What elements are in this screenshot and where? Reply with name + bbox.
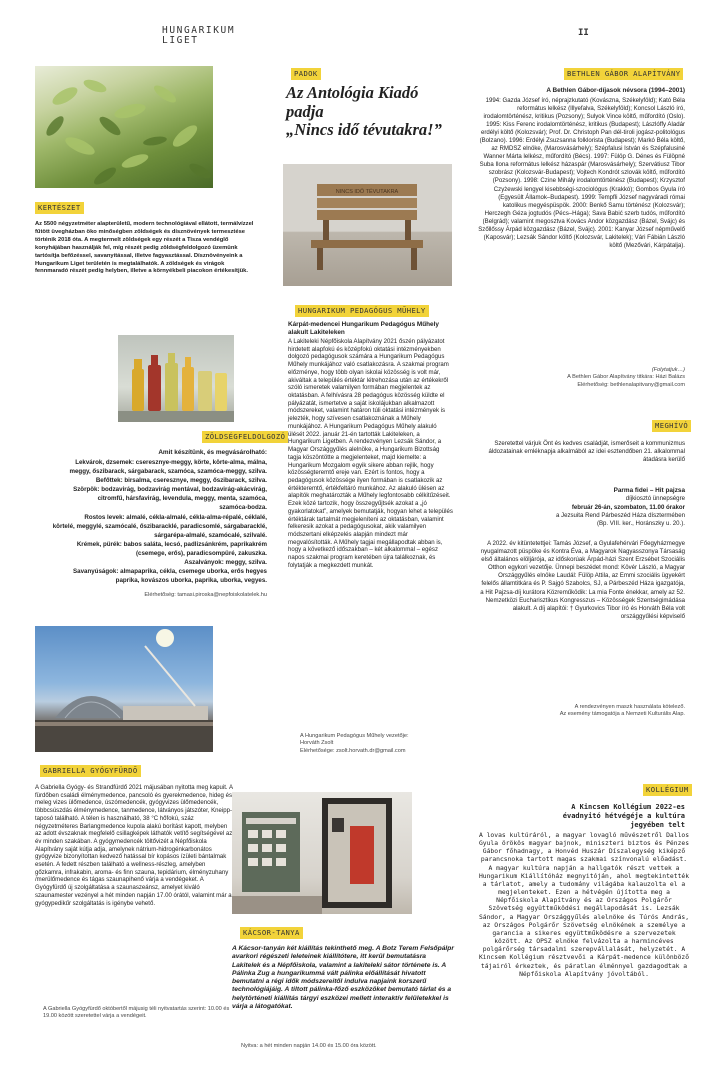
furdo-body: A Gabriella Gyógy- és Strandfürdő 2021 májusában nyitotta meg kapuit. A fürdőben családi élménymedence, pancsoló és gyerekmedence, hideg és meleg vizes ülőmedence, úszómedencék, gyógyvizes ülőmedencék, többcsúszdás élménymedence, tanmedence, látványos játszóter, Kneipp-taposó található. A télen is használható, 38 °C hőfokú, száz négyzetméteres Barlangmedence kupola alakú borítást kapott, melyben az adott évszaknak megfelelő csillagképek láthatók vetítő segítségével az év minden szakában. A gyógymedencék töltővizét a Népfőiskola Alapítvány saját kútja adja, amelynek nátrium-hidrogénkarbonátos gyógyvize bizonyítottan kedvező hatással bír kopásos ízületi bántalmak esetén. A fedett részben található a wellness-részleg, amelyben gőzkamra, infrakabin, aroma- és finn szauna, tepidárium, élményzuhany /merülőmedence és tágas szaunapihenő várja a vendégeket. A Gyógyfürdő új szolgáltatása a szaunaszeánsz, amelyet kiváló szaunamester vezényel a hét minden napján 17.00 órától, valamint már a gyógypedikűr szolgáltatás is igénybe vehető. [35,785,233,907]
kollegium-heading: A Kincsem Kollégium 2022-es évadnyitó hétvégéje a kultúra jegyében telt [562,803,685,829]
zoldseg-product-list [20,458,267,585]
label-padok: PADOK [291,68,321,80]
meghivo-sponsor-note: Az esemény támogatója a Nemzeti Kulturális Alap. [559,711,685,718]
zoldseg-line: paprika, kovászos uborka, paprika, uborka, vegyes. [115,577,267,585]
meghivo-address: (Bp. VIII. ker., Horánszky u. 20.). [596,520,685,528]
zoldseg-intro: Amit készítünk, és megvásárolható: [158,449,267,456]
bethlen-contact: Elérhetőség: bethlenalapitvany@gmail.com [577,381,685,388]
brand-line-2: LIGET [162,35,199,46]
meghivo-honorees: A 2022. év kitüntetettjei: Tamás József, a Gyulafehérvári Főegyházmegye nyugalmazott püspöke és Kontra Éva, a Magyarok Nagyasszonya Társaság első általános elöljárója, az időskorúak Árpád-házi Szent Erzsébet Szociális Otthon egykori vezetője. Ünnepi beszédet mond: Kövér László, a Magyar Országgyűlés elnöke Laudál: Fülöp Attila, az Emmi szociális ügyekért felelős államtitkára és P. Sajgó Szabolcs, SJ, a Párbeszéd Háza igazgatója, a Hit Pajzsa-díj kurátora Közreműködik: La mia Fonte énekkar, amely az 52. Nemzetközi Eucharisztikus Kongresszus – Közösségek Szentségimádása alakult. A díj alapítói: † Gyurkovics Tibor író és Horváth Béla volt országgyűlési képviselő [480,540,685,620]
kacsor-body: A Kácsor-tanyán két kiállítás tekinthető meg. A Botz Terem Felsőpálpr avarkori régészeti leleteinek kiállítótere, itt kerül bemutatásra Lakitelek és a Népfőiskola, valamint a lakiteleki sátor története is. A Pálinka Zug a hungarikummá vált pálinka előállítását hivatott bemutatni a régi idők módszereitől indulva napjaink korszerű technológiájáig. A tiltott pálinka-főző eszközöket bemutató tárlat és a helytörténeti kiállítás tárgyi eszközei mellett interaktív felületekkel is várja a látogatókat. [232,945,454,1011]
muhely-sign-name: Horváth Zsolt [300,740,334,747]
zoldseg-line: Rostos levek: almalé, cékla-almalé, cékla-alma-répalé, céklalé, [84,513,267,521]
zoldseg-line: Befőttek: birsalma, cseresznye, meggy, őszibarack, szilva. [95,477,267,485]
meghivo-notes [480,704,685,719]
label-kerteszet: KERTÉSZET [35,202,84,214]
kerteszet-body: Az 5500 négyzetméter alapterületű, modern technológiával ellátott, termálvízzel fűtött üvegházban öko minőségben zöldségek és dísznövények termesztése történik 2018 óta. A megtermelt zöldségek egy részét a Tisza vendéglő konyhájában használják fel, míg részét pedig zöldségfeldolgozó üzemünk tartósítja befőzéssel, savanyítással, illetve fagyasztással. Dísznövényeink a Hungarikum Liget területén is megtalálhatók. A zöldségek és virágok fennmaradó részét pedig helyben, illetve a környékbeli piacokon értékesítjük. [35,221,254,275]
zoldseg-contact: Elérhetőség: tamasi.piroska@nepfoiskolatelek.hu [144,592,267,598]
label-meghivo: MEGHÍVÓ [652,420,691,432]
bench-photo [283,164,452,286]
meghivo-intro: Szeretettel várjuk Önt és kedves családját, ismerőseit a kommunizmus áldozatainak emléknapja alkalmából az idei esztendőben 21. alkalommal átadásra kerülő [488,440,685,464]
furdo-note: A Gabriella Gyógyfürdő októbertől májusig téli nyitvatartás szerint: 10.00 és 19.00 között szeretettel várja a vendégeit. [43,1006,230,1020]
meghivo-venue: a Jezsuita Rend Párbeszéd Háza dísztermében [555,511,685,519]
greenhouse-leaves-photo [35,66,213,188]
page-number: II [578,28,589,38]
preserves-jars-photo [118,335,234,422]
meghivo-title: Parma fidei – Hit pajzsa [613,487,685,494]
muhely-body: A Lakiteleki Népfőiskola Alapítvány 2021 őszén pályázatot hirdetett alapfokú és középfokú oktatási intézményekben dolgozó pedagógusok számára a Hungarikum Pedagógus Műhely munkájához való csatlakozásra. A szakmai program előzménye, hogy több olyan iskolai közösség is volt már, akiváltak a település értéktár létrehozása után az értékekről szóló ismeretek valamilyen formában megjelentek az oktatásban. A felhívásra 28 pedagógus közösség küldte el pályázatát, ismertetve a saját iskolájukban alkalmazott módszereket, valamint határon túli oktatási intézmények is jelezték, hogy szívesen csatlakoznának a Műhely munkájához. A Hungarikum Pedagógus Műhely alakuló ülését 2022. január 21-én tartották Lakiteleken, a Hungarikum Ligetben. A rendezvényen Lezsák Sándor, a Magyar Országgyűlés alelnöke, a Hungarikum Bizottság tagja köszöntötte a megjelenteket, majd kiemelte: a Hungarikum Mozgalom egyik sikere abban rejlik, hogy közösségteremtő ereje van. Ezért is fontos, hogy a pedagógusok közössége ilyen formában is csatlakozik az értékteremtő, értékfeltáró munkához. Az alakuló ülésen az alapítók meghatározták a Műhely legfontosabb célkitűzéseit. Ezek közé tartozik, hogy összegyűjtsék azokat a „jó gyakorlatokat”, amelyek bemutatják, hogyan lehet a település értéktárak tartalmát megjeleníteni az oktatásban, valamint felkeresik azokat a pedagógusokat, akik valamilyen módszertani elképzelés alapján mindezt már megvalósították. A Műhely tagjai megállapodtak abban is, hogy a következő időszakban – két alkalommal – egész napos szakmai program keretében újra találkoznak, és folytatják a megkezdett munkát. [288,338,453,569]
label-gabriella-gyogyfurdo: GABRIELLA GYÓGYFÜRDŐ [40,765,141,777]
zoldseg-line: meggy, őszibarack, sárgabarack, szamóca, szamóca-meggy, szilva. [69,468,267,476]
bethlen-continued: (Folytatjuk…) [651,367,685,373]
zoldseg-line: Aszalványok: meggy, szilva. [184,559,267,567]
meghivo-event-type: díjkiosztó ünnepségre [625,495,685,503]
bethlen-body: 1994: Gazda József író, néprajzkutató (Kovászna, Székelyföld); Kató Béla református lelkész (Illyefalva, Székelyföld); Koncsol László író, irodalomtörténész, kritikus (Pozsony); Sulyok Vince költő, műfordító (Oslo). 1995: Kiss Ferenc irodalomtörténész, kritikus (Budapest); Lászlóffy Aladár erdélyi költő (Kolozsvár); Prof. Dr. Christoph Pan dél-tiroli jogász-politológus (Bolzano). 1996: Erdélyi Zsuzsanna folklorista (Budapest); Markó Béla költő, az RMDSZ elnöke, (Marosvásárhely); Szépfalusi István és Szépfalusiné Wanner Márta lelkész, műfordító (Bécs). 1997: Fülöp G. Dénes és Fülöpné Suba Ilona református lelkész házaspár (Marosvásárhely); Szervátiusz Tibor szobrász (Kolozsvár-Budapest); Vojtech Kondrót szlovák költő, műfordító (Pozsony). 1998: Czine Mihály irodalomtörténész (Budapest); Krzysztof Czyżewski lengyel kisebbségi-szociológus (Krakkó); Gombos Gyula író (Egyesült Államok–Budapest). 1999: Tempfli József nagyváradi római katolikus megyéspüspök. 2000: Benkő Samu történész (Kolozsvár); Herczegh Géza jogtudós (Pécs–Hága); Sava Babić szerb tudós, műfordító (Belgrád); valamint megosztva Kovács Andor közgazdász (Bázel, Svájc) és Szőllőssy Árpád közgazdász (Bázel, Svájc). 2001: Kanyar József népművelő (Kaposvár); Lezsák Sándor költő (Kolozsvár, Lakitelek); Vári Fábián László költő (Mezővári, Kárpátalja). [478,97,685,249]
meghivo-mask-note: A rendezvényen maszk használata kötelező. [574,704,685,710]
muhely-headline: Kárpát-medencei Hungarikum Pedagógus Műhely alakult Lakiteleken [288,321,439,337]
zoldseg-line: sárgarépa-almalé, szamócalé, szilvalé. [154,531,267,539]
zoldseg-line: citromfű, hársfavirág, levendula, meggy, menta, szamóca, [97,495,267,503]
zoldseg-line: Szörpök: bodzavirág, bodzavirág mentával, bodzavirág-akácvirág, [73,486,267,494]
zoldseg-line: Savanyúságok: almapaprika, cékla, csemege uborka, erős hegyes [73,568,267,576]
padok-title [286,84,486,140]
label-kollegium: KOLLÉGIUM [643,784,692,796]
brand-logo [162,26,235,46]
muhely-sign-role: A Hungarikum Pedagógus Műhely vezetője: [300,733,409,739]
label-kacsor-tanya: KÁCSOR-TANYA [240,927,303,939]
meghivo-date: február 26-án, szombaton, 11.00 órakor [571,503,685,511]
padok-title-line-1: Az Antológia Kiadó [286,83,419,102]
zoldseg-line: Krémek, pürék: babos saláta, lecsó, padlizsánkrém, paprikakrém [76,540,267,548]
muhely-signature [300,733,460,755]
brand-line-1: HUNGARIKUM [162,25,236,36]
muhely-contact: Elérhetősége: zsolt.horvath.dr@gmail.com [300,747,406,754]
bethlen-heading: A Bethlen Gábor-díjasok névsora (1994–2001) [546,87,685,94]
label-hungarikum-pedagogus-muhely: HUNGARIKUM PEDAGÓGUS MŰHELY [295,305,429,317]
zoldseg-line: szamóca-bodza. [219,504,267,512]
padok-title-line-3: „Nincs idő tévutakra!” [286,120,442,139]
padok-title-line-2: padja [286,101,324,121]
kollegium-body: A lovas kultúráról, a magyar lovagló művészetről Dallos Gyula örökös magyar bajnok, miniszteri biztos és Pénzes Gábor főhadnagy, a Honvéd Huszár Díszalegység kiképző parancsnoka tartott magas szakmai színvonalú előadást. A magyar kultúra napján a hallgatók részt vettek a Hungarikum Kiállítóház megnyitóján, ahol megtekintették a tárlatot, amely a tudomány világába kalauzolta el a megjelenteket. Ezen a hétvégén újította meg a Népfőiskola Alapítvány és az Országos Polgárőr Szövetség együttműködési megállapodását is. Lezsák Sándor, a Magyar Országgyűlés alelnöke és Túrós András, az Országos Polgárőr Szövetség elnökének a személye a garancia a sikeres együttműködésre a szervezetek között. Az OPSZ elnöke felvázolta a harmincéves polgárőrség társadalmi szerepvállalását, helyzetét. A Kincsem Kollégium résztvevői a Kárpát-medence különböző tájairól érkeztek, és páratlan élménnyel gazdagodtak a Népfőiskola Alapítvány jóvoltából. [478,832,690,978]
spa-building-photo [35,626,213,752]
label-bethlen-gabor-alapitvany: BETHLEN GÁBOR ALAPÍTVÁNY [564,68,683,80]
bethlen-footer [480,367,685,389]
zoldseg-line: körtelé, meggylé, szamócalé, őszibaracklé, paradicsomlé, sárgabaracklé, [52,522,267,530]
zoldseg-line: (csemege, erős), paradicsompüré, zakuszka. [135,549,267,557]
bench-engraving: NINCS IDŐ TÉVUTAKRA [335,189,399,195]
exhibition-room-photo [232,792,412,914]
meghivo-event [484,487,685,528]
kacsor-hours: Nyitva: a hét minden napján 14.00 és 15.00 óra között. [241,1043,377,1049]
bethlen-secretary: A Bethlen Gábor Alapítvány titkára: Házi Balázs [567,374,685,381]
zoldseg-line: Lekvárok, dzsemek: cseresznye-meggy, körte, körte-alma, málna, [75,459,267,466]
label-zoldsegfeldolgozo: ZÖLDSÉGFELDOLGOZÓ [202,431,288,443]
